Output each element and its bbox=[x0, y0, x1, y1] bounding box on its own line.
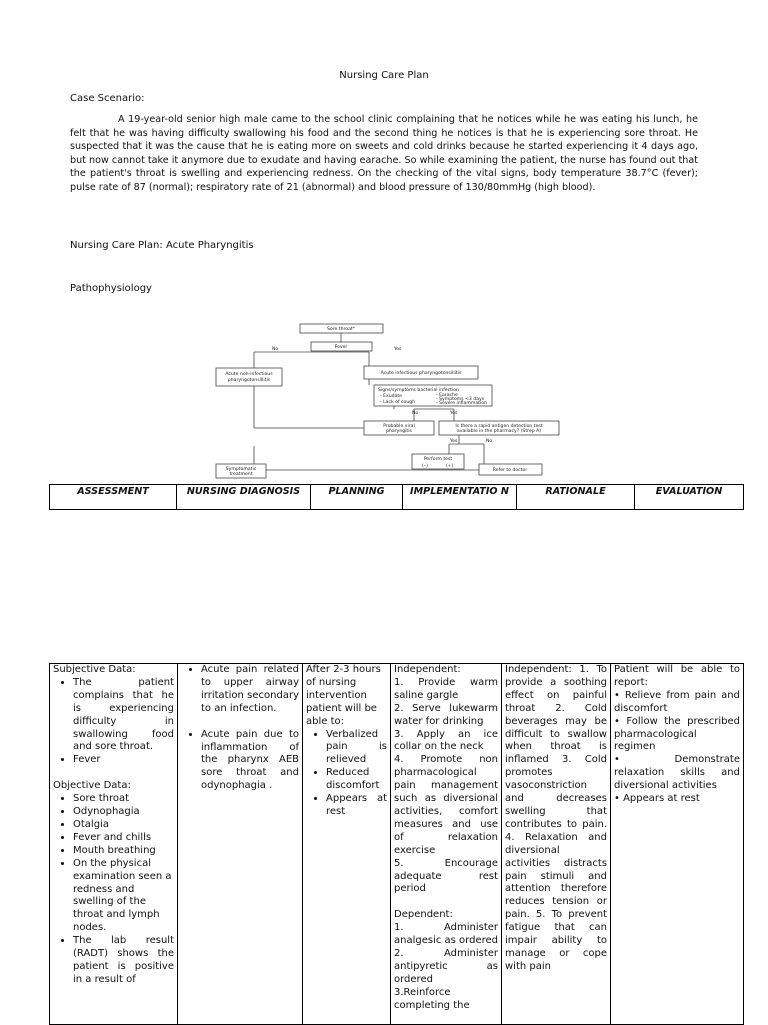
nursing-care-plan-label: Nursing Care Plan: Acute Pharyngitis bbox=[70, 240, 254, 251]
list-item: • Acute pain due to inflammation of the pharynx AEB sore throat and odynophagia . bbox=[201, 729, 299, 794]
flow-text-sore-throat: Sore throat* bbox=[326, 327, 356, 332]
flow-text-perform: Perform test bbox=[423, 457, 453, 462]
pathophysiology-flowchart bbox=[214, 318, 564, 480]
care-plan-body-table bbox=[49, 663, 744, 1025]
flow-text-radt-1: Is there a rapid antigen detection test bbox=[455, 424, 543, 429]
header-implementation: IMPLEMENTATIO N bbox=[403, 485, 517, 510]
flow-label-no-2: No bbox=[412, 411, 419, 416]
objective-label: Objective Data: bbox=[53, 780, 131, 792]
list-item: • The lab result (RADT) shows the patient is positive in a result of bbox=[73, 935, 174, 987]
list-item: • Appears at rest bbox=[614, 793, 700, 805]
list-item: • Reduced discomfort bbox=[326, 767, 387, 793]
flow-text-fever: Fever bbox=[334, 345, 348, 350]
planning-cell bbox=[303, 664, 391, 1025]
list-item: • Mouth breathing bbox=[73, 845, 174, 858]
list-item: 5. Encourage adequate rest period bbox=[394, 857, 498, 895]
planning-intro: After 2-3 hours of nursing intervention patient will be able to: bbox=[306, 664, 381, 727]
care-plan-header-table bbox=[49, 484, 744, 510]
flow-text-non-infectious-2: pharyngotonsillitis bbox=[227, 378, 271, 383]
list-item: • Fever and chills bbox=[73, 832, 174, 845]
subjective-label: Subjective Data: bbox=[53, 664, 136, 675]
list-item: • Demonstrate relaxation skills and diversional activities bbox=[614, 754, 740, 792]
assessment-cell bbox=[50, 664, 178, 1025]
list-item: 2. Serve lukewarm water for drinking bbox=[394, 702, 498, 727]
flow-text-viral-2: pharyngitis bbox=[386, 429, 412, 434]
flow-label-yes-3: Yes bbox=[450, 439, 458, 444]
flow-text-negative: (–) bbox=[422, 464, 428, 469]
table-row bbox=[50, 664, 744, 1025]
list-item: • Appears at rest bbox=[326, 793, 387, 819]
flow-node-non-infectious bbox=[216, 368, 282, 386]
flow-text-symptomatic-1: Symptomatic bbox=[225, 467, 257, 472]
list-item: • Relieve from pain and discomfort bbox=[614, 689, 740, 714]
list-item: • Acute pain related to upper airway irritation secondary to an infection. bbox=[201, 664, 299, 716]
flow-text-viral-1: Probable viral bbox=[383, 424, 415, 429]
header-rationale: RATIONALE bbox=[517, 485, 635, 510]
flow-text-radt-2: available in the pharmacy? (Strep A) bbox=[456, 429, 542, 434]
flow-text-non-infectious-1: Acute non-infectious bbox=[225, 372, 273, 377]
flow-label-yes-1: Yes bbox=[394, 347, 402, 352]
flow-label-no-1: No bbox=[272, 347, 279, 352]
header-nursing-diagnosis: NURSING DIAGNOSIS bbox=[177, 485, 311, 510]
list-item: • On the physical examination seen a redness and swelling of the throat and lymph nodes. bbox=[73, 858, 174, 935]
flow-text-sign-4: - Symptoms <3 days bbox=[436, 397, 485, 402]
implementation-cell bbox=[391, 664, 502, 1025]
flow-text-positive: (+) bbox=[446, 464, 454, 469]
diagnosis-list bbox=[181, 664, 299, 716]
header-assessment: ASSESSMENT bbox=[50, 485, 177, 510]
list-item: 1. Administer analgesic as ordered bbox=[394, 922, 498, 947]
evaluation-intro: Patient will be able to report: bbox=[614, 664, 740, 688]
header-evaluation: EVALUATION bbox=[635, 485, 744, 510]
flow-text-refer: Refer to doctor bbox=[492, 468, 528, 473]
case-scenario-text: A 19-year-old senior high male came to the school clinic complaining that he notices while he was eating his lunch, he felt that he was having difficulty swallowing his food and the second thing he notices is that he is experiencing sore throat. He suspected that it was the cause that he is eating more on sweets and cold drinks because he started experiencing it 4 days ago, but now cannot take it anymore due to exudate and having earache. So while examining the patient, the nurse has found out that the patient's throat is swelling and experiencing redness. On the checking of the vital signs, body temperature 38.7°C (fever); pulse rate of 87 (normal); respiratory rate of 21 (abnormal) and blood pressure of 130/80mmHg (high blood). bbox=[70, 114, 698, 193]
list-item: • Fever bbox=[73, 754, 174, 767]
list-item: 4. Promote non pharmacological pain management such as diversional activities, comfort measures and use of relaxation exercise bbox=[394, 754, 498, 856]
page-title: Nursing Care Plan bbox=[339, 70, 429, 81]
subjective-list bbox=[53, 677, 174, 767]
flow-text-sign-3: - Earache bbox=[436, 393, 458, 398]
list-item: 3. Apply an ice collar on the neck bbox=[394, 728, 498, 753]
dependent-label: Dependent: bbox=[394, 909, 453, 921]
flow-text-symptomatic-2: treatment bbox=[229, 472, 253, 477]
flow-label-yes-2: Yes bbox=[450, 411, 458, 416]
flow-text-sign-5: - Severe inflammation bbox=[436, 401, 487, 406]
objective-list bbox=[53, 793, 174, 987]
flow-text-sign-1: - Exudate bbox=[380, 394, 403, 399]
case-scenario-label: Case Scenario: bbox=[70, 93, 145, 104]
rationale-cell bbox=[502, 664, 611, 1025]
evaluation-cell bbox=[611, 664, 744, 1025]
independent-label: Independent: bbox=[394, 664, 461, 675]
pathophysiology-label: Pathophysiology bbox=[70, 283, 152, 294]
list-item: • The patient complains that he is experiencing difficulty in swallowing food and sore throat. bbox=[73, 677, 174, 754]
list-item: • Sore throat bbox=[73, 793, 174, 806]
list-item: 1. Provide warm saline gargle bbox=[394, 676, 498, 701]
list-item: • Otalgia bbox=[73, 819, 174, 832]
diagnosis-list-2 bbox=[181, 729, 299, 794]
list-item: • Verbalized pain is relieved bbox=[326, 729, 387, 768]
flow-text-signs-title: Signs/symptoms bacterial infection bbox=[378, 388, 459, 393]
list-item: 3.Reinforce completing the bbox=[394, 986, 470, 1011]
list-item: • Odynophagia bbox=[73, 806, 174, 819]
header-planning: PLANNING bbox=[311, 485, 403, 510]
list-item: • Follow the prescribed pharmacological regimen bbox=[614, 715, 740, 753]
list-item: 2. Administer antipyretic as ordered bbox=[394, 948, 498, 985]
flow-label-no-3: No bbox=[486, 439, 493, 444]
planning-list bbox=[306, 729, 387, 819]
rationale-text: Independent: 1. To provide a soothing effect on painful throat 2. Cold beverages may be difficult to swallow when throat is inflamed 3. Cold promotes vasoconstriction and decreases swelling that contributes to pain. 4. Relaxation and diversional activities distracts pain stimuli and attention therefore reduces tension or pain. 5. To prevent fatigue that can impair ability to manage or cope with pain bbox=[505, 664, 607, 972]
nursing-diagnosis-cell bbox=[178, 664, 303, 1025]
flow-text-infectious: Acute infectious pharyngotonsillitis bbox=[380, 371, 462, 376]
flow-text-sign-2: - Lack of cough bbox=[380, 400, 416, 405]
header-row bbox=[50, 485, 744, 510]
